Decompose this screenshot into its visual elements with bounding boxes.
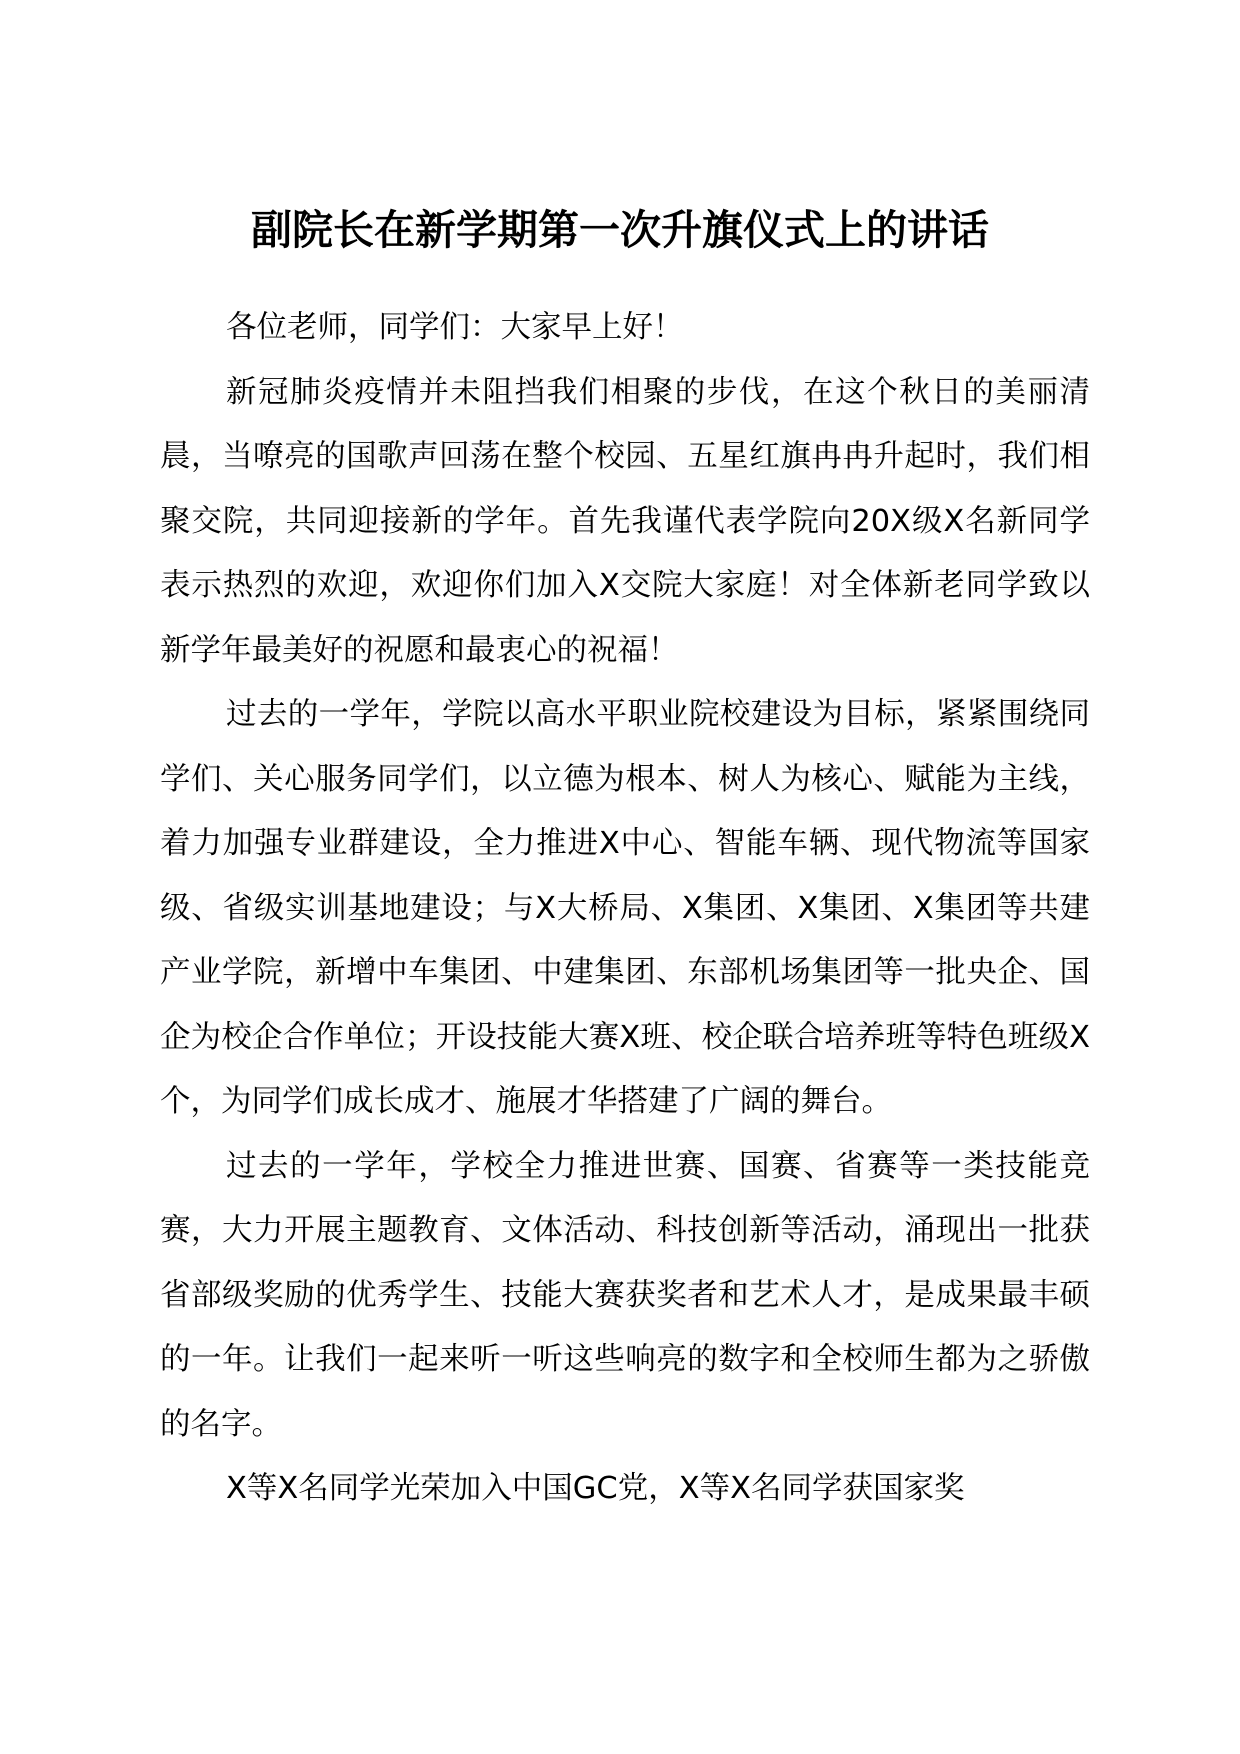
paragraph-competition-achievements: 过去的一学年，学校全力推进世赛、国赛、省赛等一类技能竞赛，大力开展主题教育、文体活动、科技创新等活动，涌现出一批获省部级奖励的优秀学生、技能大赛获奖者和艺术人才，是成果最丰硕的一年。让我们一起来听一听这些响亮的数字和全校师生都为之骄傲的名字。: [160, 1148, 1090, 1442]
paragraph-college-achievements: 过去的一学年，学院以高水平职业院校建设为目标，紧紧围绕同学们、关心服务同学们，以立德为根本、树人为核心、赋能为主线，着力加强专业群建设，全力推进X中心、智能车辆、现代物流等国家级、省级实训基地建设；与X大桥局、X集团、X集团、X集团等共建产业学院，新增中车集团、中建集团、东部机场集团等一批央企、国企为校企合作单位；开设技能大赛X班、校企联合培养班等特色班级X个，为同学们成长成才、施展才华搭建了广阔的舞台。: [160, 697, 1090, 1119]
paragraph-welcome: 新冠肺炎疫情并未阻挡我们相聚的步伐，在这个秋日的美丽清晨，当嘹亮的国歌声回荡在整个校园、五星红旗冉冉升起时，我们相聚交院，共同迎接新的学年。首先我谨代表学院向20X级X名新同学表示热烈的欢迎，欢迎你们加入X交院大家庭！对全体新老同学致以新学年最美好的祝愿和最衷心的祝福！: [160, 374, 1090, 668]
paragraph-greeting: 各位老师，同学们：大家早上好！: [226, 310, 684, 345]
document-body: [160, 296, 1090, 1522]
document-title: 副院长在新学期第一次升旗仪式上的讲话: [251, 206, 989, 254]
paragraph-honors: X等X名同学光荣加入中国GC党，X等X名同学获国家奖: [226, 1471, 965, 1506]
